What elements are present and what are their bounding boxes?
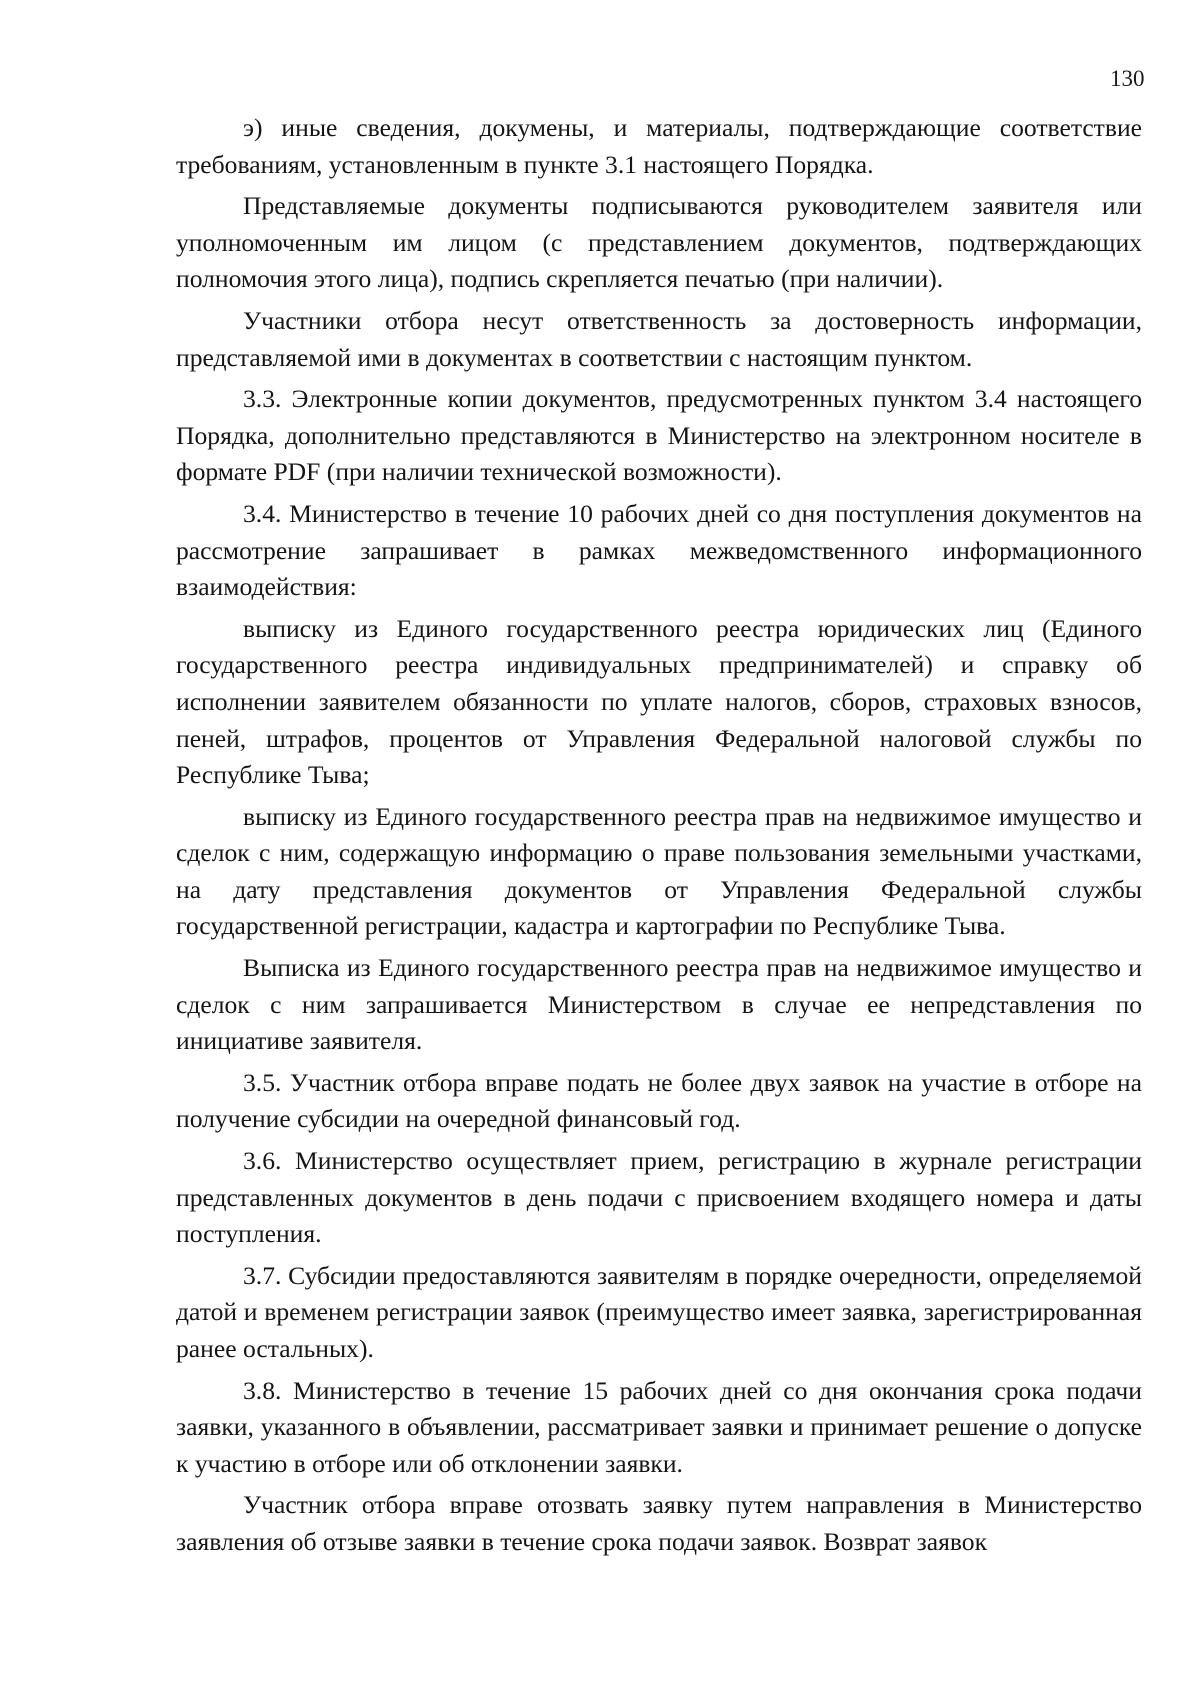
paragraph: выписку из Единого государственного реестра прав на недвижимое имущество и сделок с ним, содержащую информацию о праве пользования земельными участками, на дату представления документов от Управления Федеральной службы государственной регистрации, кадастра и картографии по Республике Тыва.: [176, 801, 1142, 941]
paragraph: 3.5. Участник отбора вправе подать не более двух заявок на участие в отборе на получение субсидии на очередной финансовый год.: [176, 1067, 1142, 1134]
paragraph: Участники отбора несут ответственность за достоверность информации, представляемой ими в документах в соответствии с настоящим пунктом.: [176, 305, 1142, 372]
document-body: [176, 110, 1142, 1561]
paragraph: 3.4. Министерство в течение 10 рабочих дней со дня поступления документов на рассмотрение запрашивает в рамках межведомственного информационного взаимодействия:: [176, 498, 1142, 602]
paragraph: Выписка из Единого государственного реестра прав на недвижимое имущество и сделок с ним запрашивается Министерством в случае ее непредставления по инициативе заявителя.: [176, 953, 1142, 1056]
paragraph: Представляемые документы подписываются руководителем заявителя или уполномоченным им лицом (с представлением документов, подтверждающих полномочия этого лица), подпись скрепляется печатью (при наличии).: [176, 191, 1142, 294]
paragraph: 3.3. Электронные копии документов, предусмотренных пунктом 3.4 настоящего Порядка, дополнительно представляются в Министерство на электронном носителе в формате PDF (при наличии технической возможности).: [176, 384, 1142, 487]
paragraph: 3.8. Министерство в течение 15 рабочих дней со дня окончания срока подачи заявки, указанного в объявлении, рассматривает заявки и принимает решение о допуске к участию в отборе или об отклонении заявки.: [176, 1375, 1142, 1478]
page-number: 130: [1110, 66, 1145, 91]
paragraph: э) иные сведения, докумены, и материалы, подтверждающие соответствие требованиям, установленным в пункте 3.1 настоящего Порядка.: [176, 113, 1142, 179]
paragraph: 3.6. Министерство осуществляет прием, регистрацию в журнале регистрации представленных документов в день подачи с присвоением входящего номера и даты поступления.: [176, 1146, 1142, 1249]
paragraph: 3.7. Субсидии предоставляются заявителям в порядке очередности, определяемой датой и временем регистрации заявок (преимущество имеет заявка, зарегистрированная ранее остальных).: [176, 1260, 1142, 1363]
paragraph: выписку из Единого государственного реестра юридических лиц (Единого государственного реестра индивидуальных предпринимателей) и справку об исполнении заявителем обязанности по уплате налогов, сборов, страховых взносов, пеней, штрафов, процентов от Управления Федеральной налоговой службы по Республике Тыва;: [176, 613, 1142, 790]
paragraph: Участник отбора вправе отозвать заявку путем направления в Министерство заявления об отзыве заявки в течение срока подачи заявок. Возврат заявок: [176, 1490, 1142, 1556]
